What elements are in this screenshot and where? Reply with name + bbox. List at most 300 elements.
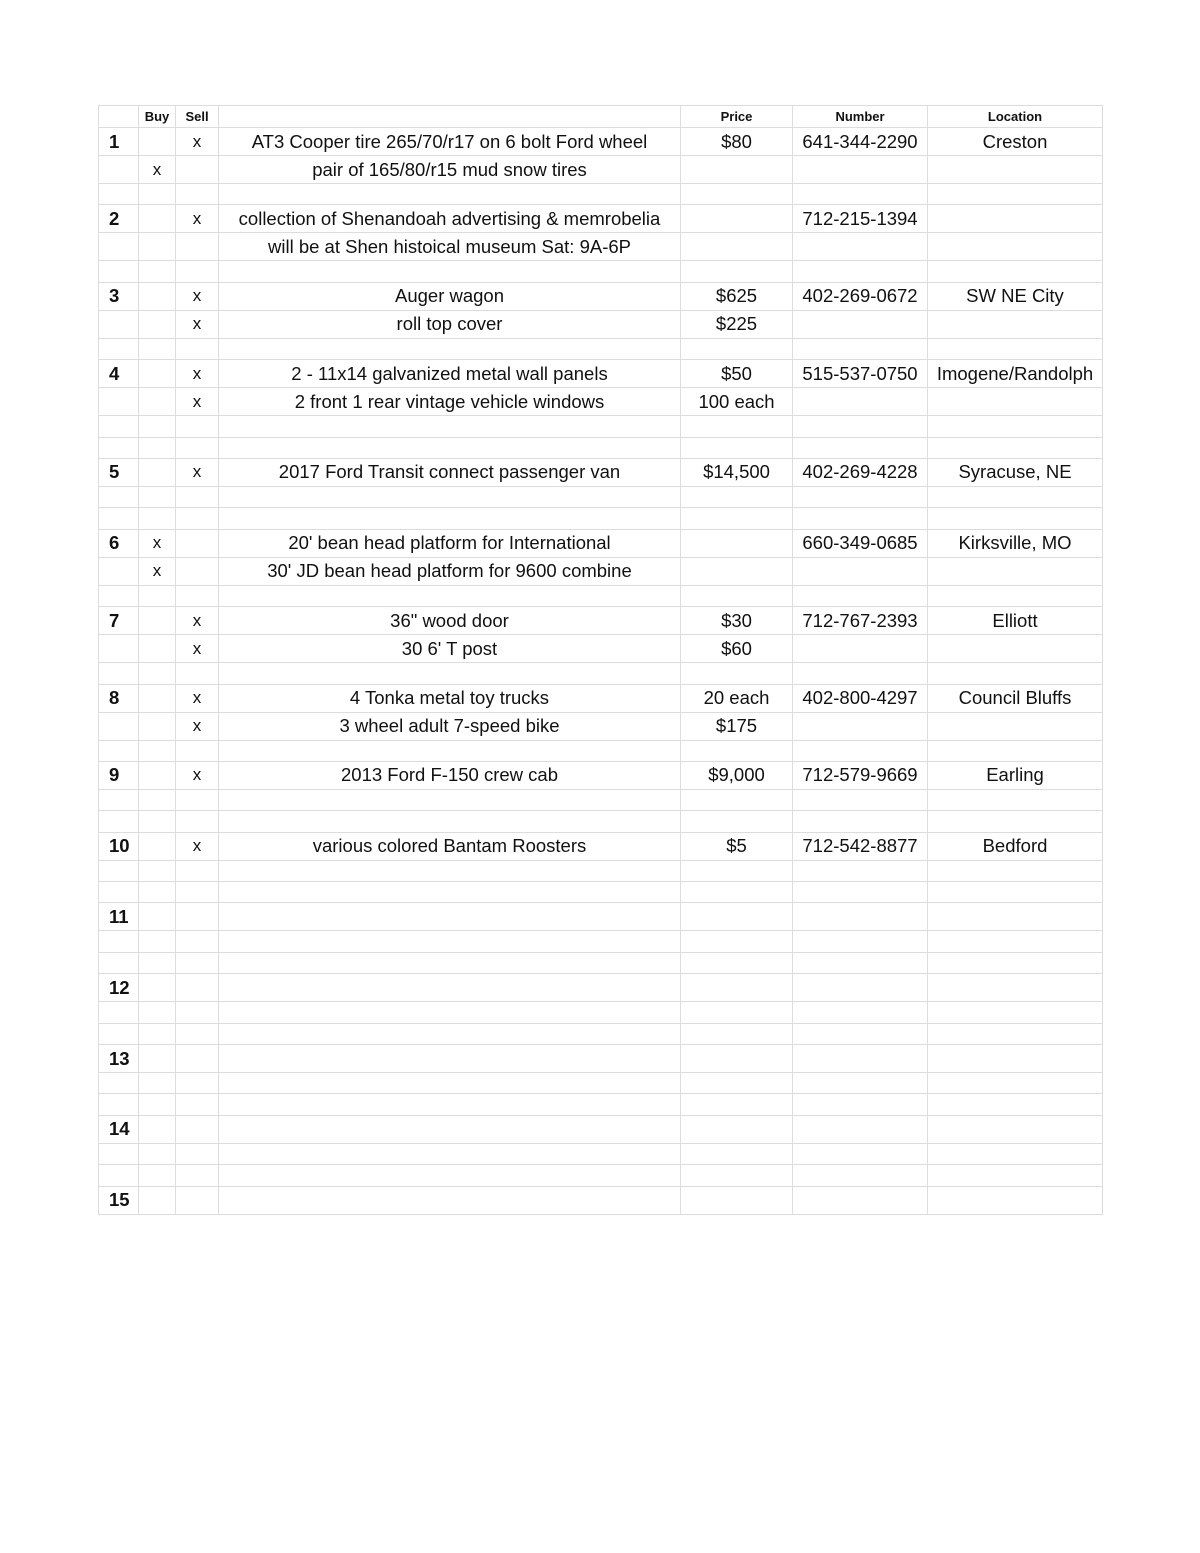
buy-mark <box>139 508 176 529</box>
buy-mark <box>139 635 176 663</box>
sell-mark <box>176 663 219 684</box>
header-location: Location <box>928 106 1103 128</box>
item-location <box>928 931 1103 952</box>
table-row <box>99 205 1103 233</box>
sell-mark <box>176 1094 219 1115</box>
item-location <box>928 416 1103 437</box>
item-location <box>928 508 1103 529</box>
table-row <box>99 557 1103 585</box>
row-number: 7 <box>99 607 139 635</box>
item-location <box>928 1143 1103 1164</box>
phone-number <box>793 1045 928 1073</box>
buy-mark <box>139 128 176 156</box>
item-description <box>219 1094 681 1115</box>
buy-mark <box>139 360 176 388</box>
row-number <box>99 663 139 684</box>
buy-mark <box>139 607 176 635</box>
spacer-row <box>99 184 1103 205</box>
row-number: 14 <box>99 1115 139 1143</box>
item-location <box>928 740 1103 761</box>
phone-number <box>793 903 928 931</box>
phone-number <box>793 882 928 903</box>
row-number <box>99 1073 139 1094</box>
buy-mark <box>139 952 176 973</box>
row-number: 6 <box>99 529 139 557</box>
buy-mark <box>139 1165 176 1186</box>
row-number <box>99 557 139 585</box>
item-location <box>928 952 1103 973</box>
item-price <box>681 261 793 282</box>
item-price <box>681 1073 793 1094</box>
buy-mark <box>139 1094 176 1115</box>
buy-mark <box>139 184 176 205</box>
table-row <box>99 233 1103 261</box>
phone-number <box>793 1115 928 1143</box>
sell-mark <box>176 508 219 529</box>
buy-mark <box>139 458 176 486</box>
table-row <box>99 607 1103 635</box>
spacer-row <box>99 740 1103 761</box>
item-price <box>681 1045 793 1073</box>
row-number <box>99 233 139 261</box>
buy-mark <box>139 761 176 789</box>
table-row <box>99 1045 1103 1073</box>
buy-mark <box>139 1045 176 1073</box>
phone-number <box>793 811 928 832</box>
item-description: 2013 Ford F-150 crew cab <box>219 761 681 789</box>
item-description <box>219 416 681 437</box>
buy-mark <box>139 205 176 233</box>
item-location: SW NE City <box>928 282 1103 310</box>
sell-mark: x <box>176 388 219 416</box>
buy-mark <box>139 811 176 832</box>
table-row <box>99 635 1103 663</box>
item-location <box>928 585 1103 606</box>
item-price: $625 <box>681 282 793 310</box>
phone-number <box>793 261 928 282</box>
item-price <box>681 663 793 684</box>
table-row <box>99 128 1103 156</box>
sell-mark <box>176 338 219 359</box>
item-price <box>681 952 793 973</box>
item-description <box>219 184 681 205</box>
sell-mark <box>176 529 219 557</box>
table-row <box>99 282 1103 310</box>
row-number: 2 <box>99 205 139 233</box>
item-price: $175 <box>681 712 793 740</box>
item-description: 20' bean head platform for International <box>219 529 681 557</box>
sell-mark <box>176 1115 219 1143</box>
row-number <box>99 585 139 606</box>
spacer-row <box>99 789 1103 810</box>
buy-mark: x <box>139 156 176 184</box>
phone-number <box>793 789 928 810</box>
row-number: 13 <box>99 1045 139 1073</box>
item-location <box>928 1045 1103 1073</box>
table-row <box>99 1115 1103 1143</box>
item-description <box>219 789 681 810</box>
table-row <box>99 761 1103 789</box>
buy-mark <box>139 663 176 684</box>
table-row <box>99 1186 1103 1214</box>
buy-mark <box>139 789 176 810</box>
item-description: roll top cover <box>219 310 681 338</box>
sell-mark <box>176 1045 219 1073</box>
item-location: Elliott <box>928 607 1103 635</box>
item-price <box>681 740 793 761</box>
buy-mark <box>139 1002 176 1023</box>
item-price <box>681 1023 793 1044</box>
item-description <box>219 486 681 507</box>
item-price <box>681 1143 793 1164</box>
item-price <box>681 205 793 233</box>
spacer-row <box>99 1073 1103 1094</box>
item-location: Syracuse, NE <box>928 458 1103 486</box>
phone-number: 515-537-0750 <box>793 360 928 388</box>
table-row <box>99 712 1103 740</box>
table-row <box>99 360 1103 388</box>
row-number <box>99 882 139 903</box>
header-num <box>99 106 139 128</box>
item-location <box>928 261 1103 282</box>
sell-mark: x <box>176 761 219 789</box>
spacer-row <box>99 261 1103 282</box>
item-location <box>928 1094 1103 1115</box>
row-number <box>99 338 139 359</box>
sell-mark <box>176 486 219 507</box>
item-description: 36" wood door <box>219 607 681 635</box>
item-location <box>928 1115 1103 1143</box>
item-price: $5 <box>681 832 793 860</box>
item-location <box>928 663 1103 684</box>
row-number: 11 <box>99 903 139 931</box>
item-description <box>219 1073 681 1094</box>
item-description <box>219 952 681 973</box>
buy-mark <box>139 416 176 437</box>
spacer-row <box>99 486 1103 507</box>
item-price <box>681 156 793 184</box>
buy-mark <box>139 1023 176 1044</box>
phone-number: 712-542-8877 <box>793 832 928 860</box>
table-row <box>99 903 1103 931</box>
row-number <box>99 156 139 184</box>
phone-number <box>793 156 928 184</box>
spacer-row <box>99 416 1103 437</box>
sell-mark <box>176 860 219 881</box>
spacer-row <box>99 437 1103 458</box>
item-description: 30' JD bean head platform for 9600 combine <box>219 557 681 585</box>
item-location <box>928 338 1103 359</box>
item-price <box>681 233 793 261</box>
item-price: $30 <box>681 607 793 635</box>
buy-mark <box>139 832 176 860</box>
spacer-row <box>99 338 1103 359</box>
buy-mark <box>139 310 176 338</box>
item-price <box>681 1165 793 1186</box>
buy-mark <box>139 882 176 903</box>
spacer-row <box>99 1002 1103 1023</box>
item-description <box>219 974 681 1002</box>
spacer-row <box>99 585 1103 606</box>
sell-mark: x <box>176 128 219 156</box>
header-description <box>219 106 681 128</box>
sell-mark <box>176 557 219 585</box>
row-number <box>99 1165 139 1186</box>
sell-mark <box>176 1186 219 1214</box>
item-location <box>928 712 1103 740</box>
sell-mark <box>176 261 219 282</box>
buy-mark <box>139 1186 176 1214</box>
sell-mark: x <box>176 832 219 860</box>
spacer-row <box>99 811 1103 832</box>
item-price <box>681 1115 793 1143</box>
item-price <box>681 486 793 507</box>
row-number <box>99 437 139 458</box>
item-description: AT3 Cooper tire 265/70/r17 on 6 bolt Ford wheel <box>219 128 681 156</box>
item-description: 3 wheel adult 7-speed bike <box>219 712 681 740</box>
row-number: 1 <box>99 128 139 156</box>
row-number: 4 <box>99 360 139 388</box>
phone-number <box>793 388 928 416</box>
sell-mark <box>176 233 219 261</box>
item-location <box>928 233 1103 261</box>
row-number <box>99 1143 139 1164</box>
item-price: $9,000 <box>681 761 793 789</box>
header-buy: Buy <box>139 106 176 128</box>
table-row <box>99 310 1103 338</box>
item-description <box>219 811 681 832</box>
item-price <box>681 860 793 881</box>
buy-mark <box>139 585 176 606</box>
item-location <box>928 310 1103 338</box>
row-number <box>99 184 139 205</box>
item-price <box>681 811 793 832</box>
buy-mark <box>139 931 176 952</box>
buy-mark <box>139 974 176 1002</box>
item-location <box>928 882 1103 903</box>
table-row <box>99 684 1103 712</box>
item-location <box>928 1002 1103 1023</box>
classifieds-table <box>98 105 1103 1215</box>
phone-number <box>793 508 928 529</box>
item-description: 30 6' T post <box>219 635 681 663</box>
buy-mark <box>139 282 176 310</box>
row-number <box>99 388 139 416</box>
buy-mark <box>139 437 176 458</box>
row-number <box>99 860 139 881</box>
item-description: Auger wagon <box>219 282 681 310</box>
phone-number: 712-215-1394 <box>793 205 928 233</box>
phone-number <box>793 635 928 663</box>
row-number: 12 <box>99 974 139 1002</box>
row-number <box>99 508 139 529</box>
item-description <box>219 663 681 684</box>
item-location: Imogene/Randolph <box>928 360 1103 388</box>
phone-number <box>793 1165 928 1186</box>
sell-mark <box>176 1002 219 1023</box>
sell-mark: x <box>176 607 219 635</box>
item-description <box>219 1115 681 1143</box>
item-location: Council Bluffs <box>928 684 1103 712</box>
header-sell: Sell <box>176 106 219 128</box>
item-location <box>928 789 1103 810</box>
item-price <box>681 1094 793 1115</box>
phone-number <box>793 663 928 684</box>
sell-mark <box>176 740 219 761</box>
sell-mark <box>176 437 219 458</box>
item-location: Bedford <box>928 832 1103 860</box>
phone-number <box>793 338 928 359</box>
item-price <box>681 529 793 557</box>
item-description <box>219 585 681 606</box>
sell-mark: x <box>176 282 219 310</box>
sell-mark <box>176 931 219 952</box>
phone-number <box>793 557 928 585</box>
item-location <box>928 156 1103 184</box>
phone-number: 402-269-4228 <box>793 458 928 486</box>
item-description <box>219 903 681 931</box>
sell-mark: x <box>176 712 219 740</box>
item-price <box>681 1186 793 1214</box>
item-description: various colored Bantam Roosters <box>219 832 681 860</box>
sell-mark <box>176 1165 219 1186</box>
sell-mark <box>176 156 219 184</box>
item-location <box>928 860 1103 881</box>
sell-mark: x <box>176 635 219 663</box>
item-price <box>681 557 793 585</box>
phone-number <box>793 486 928 507</box>
item-description <box>219 1186 681 1214</box>
phone-number <box>793 952 928 973</box>
item-price <box>681 416 793 437</box>
row-number: 3 <box>99 282 139 310</box>
sell-mark <box>176 184 219 205</box>
table-row <box>99 832 1103 860</box>
row-number <box>99 1023 139 1044</box>
item-price <box>681 184 793 205</box>
row-number <box>99 789 139 810</box>
sell-mark: x <box>176 684 219 712</box>
table-row <box>99 458 1103 486</box>
item-price <box>681 882 793 903</box>
buy-mark <box>139 388 176 416</box>
buy-mark: x <box>139 529 176 557</box>
row-number: 9 <box>99 761 139 789</box>
table-row <box>99 156 1103 184</box>
table-row <box>99 388 1103 416</box>
item-price <box>681 338 793 359</box>
item-description <box>219 931 681 952</box>
sell-mark <box>176 789 219 810</box>
row-number <box>99 931 139 952</box>
item-location <box>928 388 1103 416</box>
row-number <box>99 486 139 507</box>
row-number <box>99 310 139 338</box>
item-location <box>928 205 1103 233</box>
phone-number: 402-269-0672 <box>793 282 928 310</box>
item-price <box>681 789 793 810</box>
phone-number <box>793 974 928 1002</box>
item-location <box>928 184 1103 205</box>
item-price: $225 <box>681 310 793 338</box>
item-description <box>219 860 681 881</box>
row-number <box>99 712 139 740</box>
phone-number: 712-579-9669 <box>793 761 928 789</box>
spacer-row <box>99 663 1103 684</box>
spacer-row <box>99 1143 1103 1164</box>
item-location <box>928 1073 1103 1094</box>
item-location <box>928 437 1103 458</box>
item-location <box>928 1023 1103 1044</box>
sell-mark <box>176 1023 219 1044</box>
item-price: 100 each <box>681 388 793 416</box>
row-number: 10 <box>99 832 139 860</box>
item-description <box>219 1143 681 1164</box>
phone-number <box>793 1002 928 1023</box>
item-price: $80 <box>681 128 793 156</box>
sell-mark <box>176 416 219 437</box>
item-location: Earling <box>928 761 1103 789</box>
phone-number: 641-344-2290 <box>793 128 928 156</box>
header-number: Number <box>793 106 928 128</box>
spacer-row <box>99 1023 1103 1044</box>
buy-mark <box>139 860 176 881</box>
phone-number <box>793 1186 928 1214</box>
item-description <box>219 437 681 458</box>
item-location <box>928 557 1103 585</box>
phone-number: 712-767-2393 <box>793 607 928 635</box>
spacer-row <box>99 882 1103 903</box>
buy-mark: x <box>139 557 176 585</box>
buy-mark <box>139 712 176 740</box>
table-row <box>99 974 1103 1002</box>
row-number <box>99 1094 139 1115</box>
row-number <box>99 635 139 663</box>
sell-mark <box>176 585 219 606</box>
row-number <box>99 952 139 973</box>
item-description <box>219 338 681 359</box>
sell-mark: x <box>176 310 219 338</box>
sell-mark <box>176 1143 219 1164</box>
item-description <box>219 1045 681 1073</box>
item-location <box>928 974 1103 1002</box>
spacer-row <box>99 1165 1103 1186</box>
sell-mark: x <box>176 205 219 233</box>
buy-mark <box>139 261 176 282</box>
item-description <box>219 882 681 903</box>
item-price: 20 each <box>681 684 793 712</box>
item-description <box>219 1002 681 1023</box>
item-price <box>681 974 793 1002</box>
phone-number <box>793 1094 928 1115</box>
phone-number <box>793 585 928 606</box>
phone-number <box>793 712 928 740</box>
item-description <box>219 1023 681 1044</box>
item-description: 2 - 11x14 galvanized metal wall panels <box>219 360 681 388</box>
spacer-row <box>99 1094 1103 1115</box>
buy-mark <box>139 903 176 931</box>
buy-mark <box>139 740 176 761</box>
item-description <box>219 508 681 529</box>
header-row <box>99 106 1103 128</box>
item-price: $50 <box>681 360 793 388</box>
sell-mark <box>176 811 219 832</box>
item-price <box>681 931 793 952</box>
item-description <box>219 1165 681 1186</box>
row-number: 15 <box>99 1186 139 1214</box>
spacer-row <box>99 508 1103 529</box>
phone-number: 402-800-4297 <box>793 684 928 712</box>
